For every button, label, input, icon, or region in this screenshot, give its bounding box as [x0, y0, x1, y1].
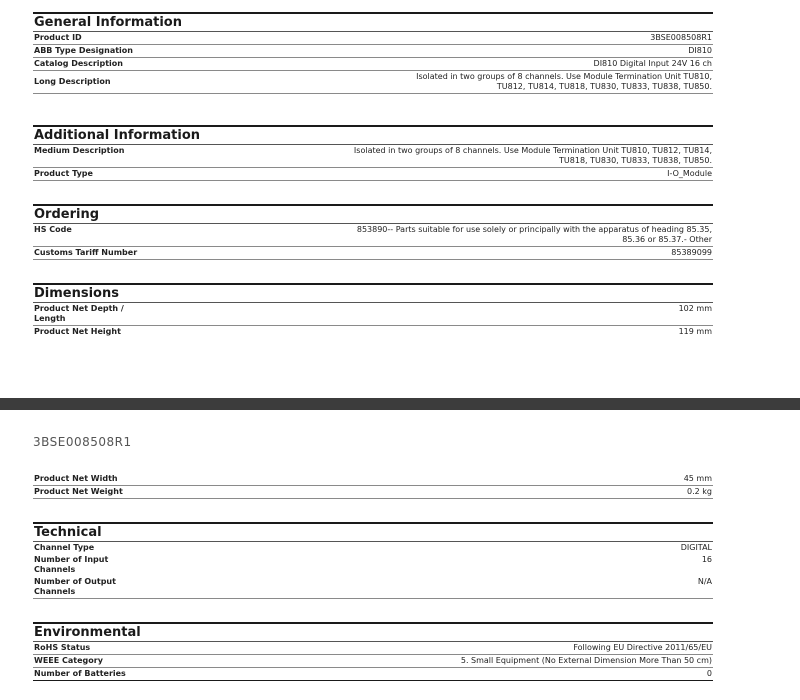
table-row — [33, 224, 713, 247]
section-dimensions-continued — [33, 473, 713, 499]
table-row — [33, 326, 713, 338]
section-dimensions — [33, 283, 713, 338]
row-label: Number of Batteries — [34, 669, 126, 678]
table-row — [33, 71, 713, 94]
section-title: Dimensions — [33, 283, 713, 303]
table-row — [33, 554, 713, 576]
table-row — [33, 145, 713, 168]
row-value: DI810 — [688, 46, 712, 55]
page-separator — [0, 398, 800, 410]
table-row — [33, 303, 713, 326]
table-row — [33, 576, 713, 599]
row-value: Following EU Directive 2011/65/EU — [573, 643, 712, 652]
row-label: Product Net Width — [34, 474, 118, 483]
section-title: Environmental — [33, 622, 713, 642]
row-label: Product Type — [34, 169, 93, 178]
table-row — [33, 542, 713, 554]
row-value: 16 — [701, 555, 712, 564]
row-value: 0 — [706, 669, 712, 678]
document-page-2 — [0, 410, 800, 700]
row-label: Product Net Weight — [34, 487, 123, 496]
table-row — [33, 668, 713, 681]
row-label: HS Code — [34, 225, 72, 234]
row-value: 5. Small Equipment (No External Dimension More Than 50 cm) — [460, 656, 712, 665]
row-label: Catalog Description — [34, 59, 123, 68]
table-row — [33, 473, 713, 486]
row-value: Isolated in two groups of 8 channels. Use Module Termination Unit TU810, TU812, TU814, TU818, TU830, TU833, TU838, TU850. — [416, 72, 712, 91]
table-row — [33, 168, 713, 181]
row-label: Number of Input Channels — [34, 555, 109, 574]
section-technical — [33, 522, 713, 599]
row-value: I-O_Module — [667, 169, 712, 178]
row-value: N/A — [697, 577, 712, 586]
row-label: Customs Tariff Number — [34, 248, 138, 257]
row-value: 102 mm — [678, 304, 712, 313]
table-row — [33, 247, 713, 260]
section-ordering — [33, 204, 713, 260]
section-title: Technical — [33, 522, 713, 542]
table-row — [33, 45, 713, 58]
table-row — [33, 486, 713, 499]
row-label: Number of Output Channels — [34, 577, 116, 596]
row-label: Product ID — [34, 33, 82, 42]
table-row — [33, 32, 713, 45]
table-row — [33, 642, 713, 655]
row-value: DI810 Digital Input 24V 16 ch — [593, 59, 712, 68]
row-value: 3BSE008508R1 — [650, 33, 712, 42]
row-label: Product Net Depth / Length — [34, 304, 124, 323]
row-value: 85389099 — [671, 248, 712, 257]
section-environmental — [33, 622, 713, 681]
row-value: 853890-- Parts suitable for use solely or principally with the apparatus of heading 85.35, 85.36 or 85.37.- Other — [356, 225, 712, 244]
row-label: Product Net Height — [34, 327, 121, 336]
section-additional-information — [33, 125, 713, 181]
row-value: 45 mm — [683, 474, 712, 483]
section-general-information — [33, 12, 713, 94]
row-label: ABB Type Designation — [34, 46, 133, 55]
section-title: Ordering — [33, 204, 713, 224]
section-title: General Information — [33, 12, 713, 32]
row-value: DIGITAL — [680, 543, 712, 552]
row-value: Isolated in two groups of 8 channels. Use Module Termination Unit TU810, TU812, TU814, TU818, TU830, TU833, TU838, TU850. — [353, 146, 712, 165]
table-row — [33, 655, 713, 668]
row-label: Medium Description — [34, 146, 125, 155]
section-title: Additional Information — [33, 125, 713, 145]
row-value: 0.2 kg — [687, 487, 712, 496]
row-value: 119 mm — [678, 327, 712, 336]
row-label: Long Description — [34, 77, 111, 86]
row-label: Channel Type — [34, 543, 95, 552]
table-row — [33, 58, 713, 71]
row-label: WEEE Category — [34, 656, 103, 665]
row-label: RoHS Status — [34, 643, 91, 652]
page-header-product-id: 3BSE008508R1 — [33, 435, 132, 449]
